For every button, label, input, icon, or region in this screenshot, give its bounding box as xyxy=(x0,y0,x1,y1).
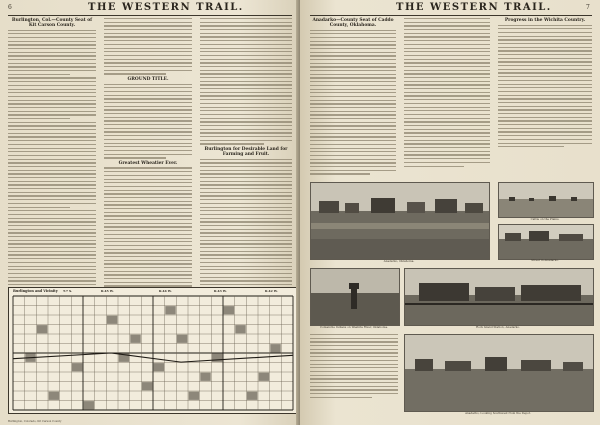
caption-2: Cattle on the Plains. xyxy=(530,217,560,221)
caption-4: Comanche Indians on Washita River, Oklahoma. xyxy=(319,325,388,329)
left-col3-text-a xyxy=(200,18,292,145)
left-col2-text-a xyxy=(104,18,192,75)
map-title: Burlington and Vicinity xyxy=(13,289,58,293)
map-parcel xyxy=(270,344,280,352)
left-col1-text xyxy=(8,30,96,300)
photo-street xyxy=(498,224,594,260)
photo-anadarko-southwest xyxy=(404,334,594,412)
right-column-3 xyxy=(498,18,592,150)
left-masthead: THE WESTERN TRAIL. xyxy=(88,2,244,13)
caption-3: Street in Anadarko. xyxy=(531,258,559,262)
photo-anadarko-street-image xyxy=(311,183,489,259)
photo-cattle xyxy=(498,182,594,218)
right-bottom-text-lines xyxy=(310,334,398,398)
right-page-number: 7 xyxy=(586,4,590,11)
caption-1: Anadarko, Oklahoma. xyxy=(383,259,415,263)
right-col3-heading: Progress in the Wichita Country. xyxy=(504,18,586,23)
right-masthead-rule xyxy=(310,15,592,16)
map-parcel xyxy=(142,382,152,390)
photo-cattle-image xyxy=(499,183,593,217)
right-page xyxy=(300,0,600,425)
left-column-3 xyxy=(200,18,292,313)
left-col3-heading: Burlington for Desirable Land for Farming and Fruit. xyxy=(204,147,288,158)
map-parcel xyxy=(107,316,117,324)
map-parcel xyxy=(154,363,164,371)
right-col2-text xyxy=(404,18,490,167)
right-masthead: THE WESTERN TRAIL. xyxy=(396,2,552,13)
map-parcel xyxy=(72,363,82,371)
map-parcel xyxy=(247,392,257,400)
left-masthead-rule xyxy=(8,15,292,16)
right-col3-text xyxy=(498,25,592,148)
map-parcel xyxy=(224,306,234,314)
map-label-5: R.42 W. xyxy=(265,289,278,293)
left-col1-heading: Burlington, Col.—County Seat of Kit Carson County. xyxy=(11,18,93,28)
map-parcel xyxy=(130,335,140,343)
map-parcel xyxy=(259,373,269,381)
left-col2-heading: Greatest Wheatier Ever. xyxy=(118,160,178,166)
caption-6: Anadarko, Looking Southwest from the Depot. xyxy=(464,411,531,415)
left-footer: Burlington, Colorado, Kit Carson County xyxy=(8,420,62,423)
left-column-1 xyxy=(8,18,96,302)
map-grid xyxy=(9,288,297,413)
right-bottom-text xyxy=(310,334,398,400)
map-parcel xyxy=(49,392,59,400)
map-parcel xyxy=(37,325,47,333)
photo-anadarko-southwest-image xyxy=(405,335,593,411)
map-parcel xyxy=(189,392,199,400)
right-col1-heading: Anadarko—County Seat of Caddo County, Oklahoma. xyxy=(312,18,394,28)
map-parcel xyxy=(84,401,94,409)
left-col2-section-heading: GROUND TITLE. xyxy=(127,77,169,82)
left-col2-text-b xyxy=(104,84,192,159)
photo-street-image xyxy=(499,225,593,259)
map-parcel xyxy=(235,325,245,333)
photo-anadarko-street xyxy=(310,182,490,260)
caption-5: Rock Island Station, Anadarko. xyxy=(475,325,520,329)
left-page-number: 6 xyxy=(8,4,12,11)
photo-train-station-image xyxy=(405,269,593,325)
right-col1-text xyxy=(310,30,396,175)
map-parcel xyxy=(165,306,175,314)
map-label-4: R.43 W. xyxy=(214,289,227,293)
right-column-1 xyxy=(310,18,396,177)
photo-indians xyxy=(310,268,400,326)
map-label-2: R.45 W. xyxy=(101,289,114,293)
map-label-1: T.7 S. xyxy=(63,289,73,293)
photo-indians-image xyxy=(311,269,399,325)
map-label-3: R.44 W. xyxy=(159,289,172,293)
map-parcel xyxy=(177,335,187,343)
township-map xyxy=(8,287,298,414)
right-column-2 xyxy=(404,18,490,169)
map-parcel xyxy=(200,373,210,381)
photo-train-station xyxy=(404,268,594,326)
